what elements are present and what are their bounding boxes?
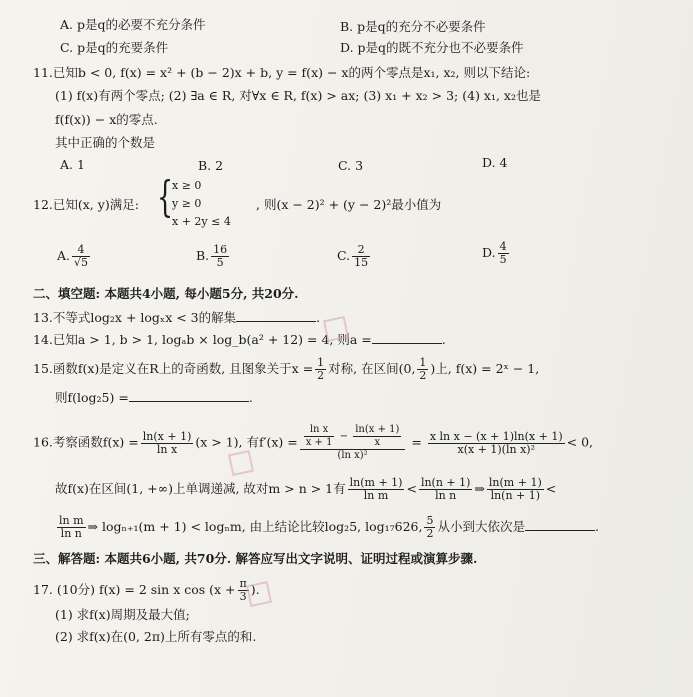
- watermark-stamp-3: [246, 581, 272, 607]
- q10-option-b: B. p是q的充分不必要条件: [340, 19, 486, 34]
- q14: 14.已知a > 1, b > 1, logₐb × log_b(a² + 12) = 4, 则a = .: [33, 332, 446, 347]
- q10-option-c: C. p是q的充要条件: [60, 40, 169, 55]
- q13: 13.不等式log₂x + logₓx < 3的解集 .: [33, 310, 321, 325]
- q12-brace: {: [157, 172, 174, 221]
- q17-part-2: (2) 求f(x)在(0, 2π)上所有零点的和.: [55, 629, 257, 644]
- q11-question: 其中正确的个数是: [55, 135, 156, 150]
- q15-answer-blank[interactable]: [129, 389, 249, 402]
- q17-part-1: (1) 求f(x)周期及最大值;: [55, 607, 190, 622]
- q15-stem: 15.函数f(x)是定义在R上的奇函数, 且图象关于x = $\frac{1}{2}$ 对称, 在区间(0, $\frac{1}{2}$ )上, f(x) = 2ˣ − 1,: [33, 356, 540, 382]
- section-2-heading: 二、填空题: 本题共4小题, 每小题5分, 共20分.: [33, 286, 299, 301]
- q12-option-a: A. $\frac{4}{√5}$: [57, 243, 89, 269]
- watermark-stamp-1: [323, 316, 349, 342]
- q12-option-b: B. $\frac{16}{5}$: [196, 243, 228, 269]
- q16-line-2: 故f(x)在区间(1, +∞)上单调递减, 故对m > n > 1有 $\frac{\ln(m + 1)}{\text{ln m}}$ < $\frac{\ln(n + 1)}{\text{ln n}}$ ⇒ $\frac{\ln(m + 1)}{\ln(n + 1)}$ <: [55, 476, 557, 502]
- q11-option-b: B. 2: [198, 158, 224, 173]
- q11-statements-cont: f(f(x)) − x的零点.: [55, 112, 158, 127]
- q12-option-c: C. $\frac{2}{15}$: [337, 243, 369, 269]
- q17-stem: 17. (10分) f(x) = 2 sin x cos (x + $\frac{\pi}{3}$ ).: [33, 577, 260, 603]
- q16-answer-blank[interactable]: [525, 518, 595, 531]
- q16-line-3: $\frac{\text{ln m}}{\text{ln n}}$ ⇒ logₙ₊₁(m + 1) < logₙm, 由上结论比较log₂5, log₁₇626, $\frac{5}{2}$ 从小到大依次是 .: [59, 514, 599, 540]
- q12-stem-end: , 则(x − 2)² + (y − 2)²最小值为: [256, 197, 442, 212]
- q11-option-c: C. 3: [338, 158, 364, 173]
- q12-cond-1: x ≥ 0: [172, 179, 202, 192]
- q16-line-1: 16.考察函数f(x) = $\frac{\ln(x + 1)}{\text{ln x}}$ (x > 1), 有f′(x) = $\frac{\text{ln x}}{x + 1}$ − $\frac{\ln(x + 1)}{x}$ (ln x)² = $\frac{\text{x ln x − (x + 1)ln(x + 1)}}{\text{x(x + 1)(ln x)²}}$ < 0,: [33, 424, 594, 461]
- watermark-stamp-2: [228, 450, 254, 476]
- q15-ask: 则f(log₂5) = .: [55, 390, 253, 405]
- section-3-heading: 三、解答题: 本题共6小题, 共70分. 解答应写出文字说明、证明过程或演算步骤.: [33, 551, 478, 566]
- q11-option-d: D. 4: [482, 155, 508, 170]
- q13-answer-blank[interactable]: [236, 309, 316, 322]
- q11-statements: (1) f(x)有两个零点; (2) ∃a ∈ R, 对∀x ∈ R, f(x) > ax; (3) x₁ + x₂ > 3; (4) x₁, x₂也是: [55, 88, 541, 103]
- q10-option-d: D. p是q的既不充分也不必要条件: [340, 40, 524, 55]
- q12-cond-3: x + 2y ≤ 4: [172, 215, 231, 228]
- q12-cond-2: y ≥ 0: [172, 197, 202, 210]
- q12-option-d: D. $\frac{4}{5}$: [482, 240, 507, 266]
- q10-option-a: A. p是q的必要不充分条件: [60, 17, 206, 32]
- q14-answer-blank[interactable]: [372, 331, 442, 344]
- q12-stem: 12.已知(x, y)满足:: [33, 197, 139, 212]
- q11-stem: 11.已知b < 0, f(x) = x² + (b − 2)x + b, y = f(x) − x的两个零点是x₁, x₂, 则以下结论:: [33, 65, 531, 80]
- q11-option-a: A. 1: [60, 157, 85, 172]
